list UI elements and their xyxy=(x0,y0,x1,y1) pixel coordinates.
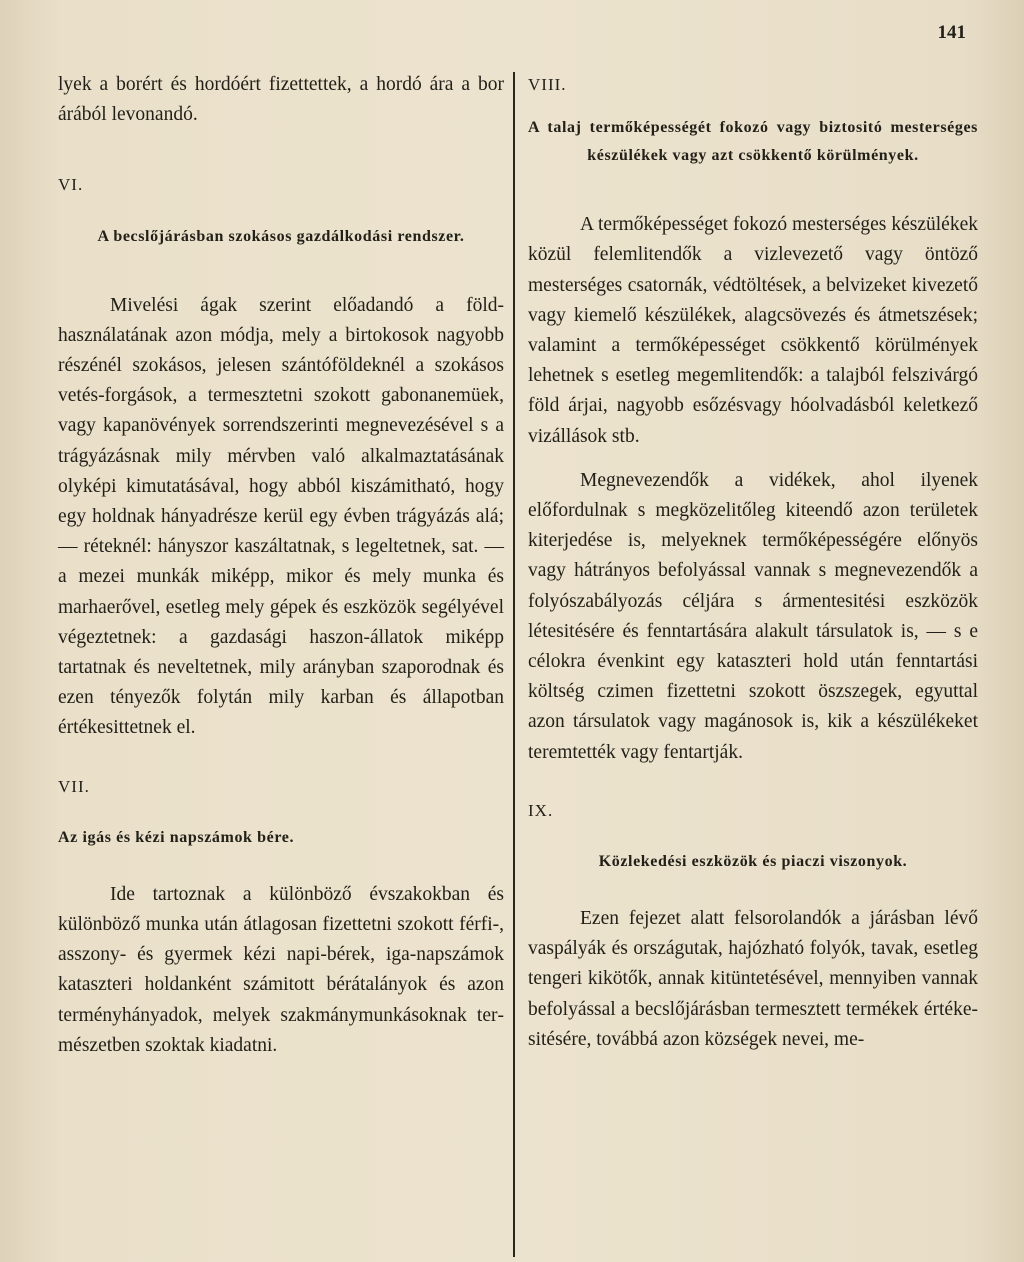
section-ix-number: IX. xyxy=(528,800,554,820)
section-vii-number: VII. xyxy=(58,776,90,796)
section-ix-heading: Közlekedési eszközök és piaczi viszonyok. xyxy=(598,853,908,871)
continuation-paragraph: lyek a borért és hordóért fizettettek, a hordó ára a bor árából levonandó. xyxy=(58,74,504,126)
section-viii-heading: A talaj termőképességét fokozó vagy biztositó mesterséges készülékek vagy azt csökkentő körülmények. xyxy=(528,119,978,165)
section-ix-body: Ezen fejezet alatt felsorolandók a járásban lévő vaspályák és országutak, hajózható folyók, tavak, esetleg tengeri kikötők, annak kitüntetésével, mennyiben vannak befolyással a becslőjárásban termesztett termékek értékesitésére, továbbá azon községek nevei, me- xyxy=(528,908,978,1050)
section-vi-number: VI. xyxy=(58,175,84,195)
section-vi-heading: A becslőjárásban szokásos gazdálkodási rendszer. xyxy=(97,227,465,245)
section-viii-body-1: A termőképességet fokozó mesterséges készülékek közül felemlitendők a vizlevezető vagy öntöző mesterséges csatornák, védtöltések, a belvizeket kivezető vagy kiemelő készülékek, alagcsövezés és átmetszések; valamint a termőképességet csökkentő körülmények lehetnek s esetleg megemlitendők: a talajból felszivárgó föld árjai, nagyobb esőzésvagy hóolvadásból keletkező vizállások stb. xyxy=(528,214,978,447)
section-vi-body: Mivelési ágak szerint előadandó a földhasználatának azon módja, mely a birtokosok nagyobb részénél szokásos, jelesen szántóföldeknél a szokásos vetés-forgások, a termesztetni szokott gabonanemüek, vagy kapanövények sorrendszerinti megnevezésével s a trágyázásnak mily mérvben való alkalmaztatásának olyképi kimutatásával, hogy abból kiszámitható, hogy egy holdnak hányadrésze kerül egy évben trágyázás alá; — réteknél: hányszor kaszáltatnak, s legeltetnek, sat. — a mezei munkák miképp, mikor és mely munka és marhaerővel, esetleg mely gépek és eszközök segélyével végeztetnek: a gazdasági haszon-állatok miképp tartatnak és neveltetnek, mily arányban szaporodnak és ezen tényezők folytán mily karban és állapotban értékesittetnek el. xyxy=(58,294,504,739)
page-number: 141 xyxy=(937,22,966,43)
section-viii-body-2: Megnevezendők a vidékek, ahol ilyenek előfordulnak s megközelitőleg kiteendő azon területek kiterjedése is, melyeknek termőképességére előnyös vagy hátrányos befolyással vannak s megnevezendők a folyószabályozás céljára s ármentesitési eszközök létesitésére és fenntartására alakult társulatok is, — s e célokra évenkint egy kataszteri hold után fenntartási költség czimen fizettetni szokott öszszegek, egyuttal azon társulatok vagy magánosok is, kik a készülékeket teremtették vagy fentartják. xyxy=(528,469,978,763)
section-vii-heading: Az igás és kézi napszámok bére. xyxy=(58,828,295,846)
section-vii-body: Ide tartoznak a különböző évszakokban és különböző munka után átlagosan fizettetni szokott férfi-, asszony- és gyermek kézi napi-bérek, iga-napszámok kataszteri holdanként számitott bérátalányok és azon terményhányadok, melyek szakmánymunkásoknak természetben szoktak kiadatni. xyxy=(58,883,504,1056)
column-divider xyxy=(513,72,515,1257)
left-column xyxy=(58,70,504,1061)
right-column xyxy=(528,70,978,1055)
section-viii-number: VIII. xyxy=(528,75,567,94)
